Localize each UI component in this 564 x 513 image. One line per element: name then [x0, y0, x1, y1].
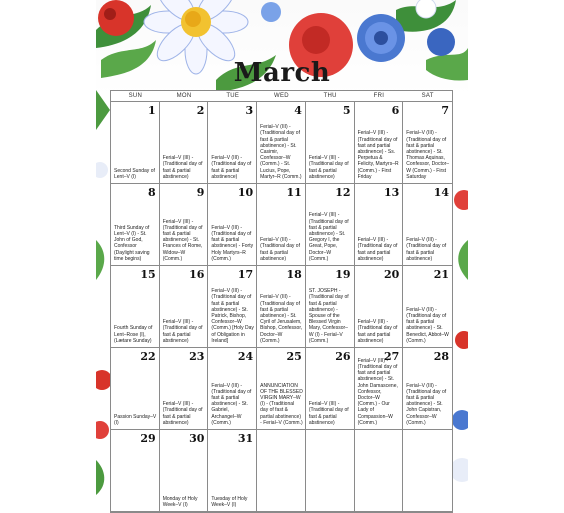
day-number: 31 [237, 432, 254, 445]
day-events: Ferial–V (III) - (Traditional day of fast & partial abstinence) - St. Gabriel, Archangel–W (Comm.) [211, 382, 252, 426]
day-number: 1 [148, 104, 156, 117]
day-cell[interactable] [111, 348, 160, 430]
day-events: Ferial–V (III) - (Traditional day of fast & partial abstinence) [260, 237, 300, 262]
day-number: 18 [286, 268, 302, 281]
day-cell[interactable] [306, 348, 355, 430]
day-cell[interactable] [355, 348, 404, 430]
day-number: 26 [335, 350, 351, 363]
day-events: Ferial–V (III) - (Traditional day of fast & partial abstinence) - St. Thomas Aquinas, Confessor, Doctor–W (Comm.) - First Saturday [406, 130, 450, 180]
day-events: Ferial–V (III) - (Traditional day of fast & partial abstinence) [308, 401, 349, 426]
day-cell[interactable] [160, 266, 209, 348]
day-events: Ferial–V (III) - (Traditional day of fast & partial abstinence) [162, 155, 203, 180]
day-number: 4 [294, 104, 302, 117]
day-cell[interactable] [403, 266, 452, 348]
day-events: Fourth Sunday of Lent–Rose (I), (Lӕtare Sunday) [114, 325, 153, 344]
day-events: Ferial–V (III) - (Traditional day of fast & partial abstinence) [162, 401, 203, 426]
day-cell[interactable] [111, 184, 160, 266]
day-number: 3 [245, 104, 254, 117]
day-number: 27 [383, 350, 400, 363]
day-number: 19 [335, 268, 351, 281]
day-events: Ferial–V (III) - (Traditional day of fast and partial abstinence) - St. John Damascene, Confessor, Doctor–W (Comm.) - Our Lady of Compassion–W (Comm.) [357, 357, 398, 426]
weekday-thu: THU [323, 93, 337, 99]
day-cell[interactable] [257, 430, 306, 512]
floral-border-right [452, 90, 468, 498]
day-cell[interactable] [208, 102, 257, 184]
day-number: 21 [433, 268, 449, 281]
day-number: 14 [433, 186, 449, 199]
day-events: Ferial–V (III) - (Traditional day of fast & partial abstinence) - St. Cyril of Jerusalem, Bishop, Confessor, Doctor–W (Comm.) [260, 294, 303, 344]
day-cell[interactable] [208, 184, 257, 266]
day-cell[interactable] [208, 266, 257, 348]
day-events: Ferial–V (III) - (Traditional day of fast & partial abstinence) [211, 155, 252, 180]
leaf-border-icon [96, 90, 110, 498]
day-number: 5 [342, 104, 351, 117]
day-number: 15 [140, 268, 156, 281]
day-cell[interactable] [355, 184, 404, 266]
day-events: Ferial–V (III) - (Traditional day of fast & partial abstinence) [162, 319, 203, 344]
day-number: 22 [140, 350, 156, 363]
day-cell[interactable] [111, 430, 160, 512]
day-cell[interactable] [355, 102, 404, 184]
day-cell[interactable] [160, 184, 209, 266]
day-number: 28 [433, 350, 449, 363]
day-events: Third Sunday of Lent–V (I) - St. John of God, Confessor (Daylight saving time begins) [114, 224, 150, 262]
month-title: March [233, 58, 331, 88]
day-cell[interactable] [160, 430, 209, 512]
day-events: Ferial–V (III) - (Traditional day of fast & partial abstinence) - St. Frances of Rome, Widow–W (Comm.) [162, 218, 203, 262]
day-events: Ferial–V (III) - (Traditional day of fast & partial abstinence) [406, 237, 447, 262]
day-events: ANNUNCIATION OF THE BLESSED VIRGIN MARY–W (I) - (Traditional day of fast & partial abstinence) - Ferial–V (Comm.) [260, 382, 303, 426]
day-events: Ferial–V (III) - (Traditional day of fast & partial abstinence) - Forty Holy Martyrs–R (Comm.) [211, 224, 254, 262]
day-number: 20 [383, 268, 400, 281]
day-events: Tuesday of Holy Week–V (I) [211, 495, 248, 508]
weekday-mon: MON [176, 93, 192, 99]
day-events: ST. JOSEPH - (Traditional day of fast & partial abstinence) - Spouse of the Blessed Virgin Mary, Confessor–W (I) - Ferial–V (Comm.) [308, 288, 349, 344]
day-events: Ferial–V (III) - (Traditional day of fast and partial abstinence) [357, 237, 398, 262]
weekday-header-row [111, 91, 452, 102]
day-events: Ferial–V (III) - (Traditional day of fast & partial abstinence) - St. Benedict, Abbot–W (Comm.) [406, 306, 449, 344]
day-number: 16 [189, 268, 205, 281]
calendar-grid [110, 90, 453, 513]
day-number: 23 [189, 350, 205, 363]
day-events: Monday of Holy Week–V (I) [162, 495, 198, 508]
day-events: Ferial–V (III) - (Traditional day of fast and partial abstinence) - Ss. Perpetua & Felicity, Martyrs–R (Comm.) - First Friday [357, 130, 399, 180]
day-grid [111, 102, 452, 512]
day-cell[interactable] [403, 184, 452, 266]
day-events: Ferial–V (III) - (Traditional day of fast & partial abstinence) - St. Gregory I, the Great, Pope, Doctor–W (Comm.) [308, 212, 349, 262]
day-cell[interactable] [355, 266, 404, 348]
day-number: 12 [335, 186, 351, 199]
day-events: Ferial–V (III) - (Traditional day of fast & partial abstinence) [308, 155, 349, 180]
day-number: 8 [148, 186, 156, 199]
day-cell[interactable] [257, 348, 306, 430]
weekday-fri: FRI [373, 93, 385, 99]
day-events: Ferial–V (III) - (Traditional day of fast & partial abstinence) - St. Patrick, Bishop, Confessor–W (Comm.) [Holy Day of Obligation in Ireland] [211, 288, 254, 344]
weekday-wed: WED [274, 93, 289, 99]
day-number: 9 [196, 186, 205, 199]
day-number: 13 [383, 186, 400, 199]
day-number: 10 [237, 186, 254, 199]
day-events: Ferial–V (III) - (Traditional day of fast & partial abstinence) - St. Casimir, Confessor–W (Comm.) - St. Lucius, Pope, Martyr–R (Comm.) [260, 124, 302, 180]
weekday-tue: TUE [226, 93, 240, 99]
day-events: Ferial–V (III) - (Traditional day of fast & partial abstinence) - St. John Capistran, Confessor–W (Comm.) [406, 382, 447, 426]
day-cell[interactable] [306, 102, 355, 184]
day-cell[interactable] [160, 348, 209, 430]
day-cell[interactable] [111, 102, 160, 184]
day-cell[interactable] [403, 430, 452, 512]
day-number: 11 [286, 186, 302, 199]
page-margin-right [468, 0, 564, 498]
flower-border-icon [452, 90, 468, 498]
day-number: 7 [441, 104, 449, 117]
day-cell[interactable] [403, 102, 452, 184]
floral-border-left [96, 90, 110, 498]
page-margin-left [0, 0, 96, 498]
day-number: 25 [286, 350, 302, 363]
day-cell[interactable] [160, 102, 209, 184]
day-cell[interactable] [257, 266, 306, 348]
day-number: 24 [237, 350, 254, 363]
day-number: 2 [196, 104, 205, 117]
day-cell[interactable] [257, 102, 306, 184]
day-cell[interactable] [355, 430, 404, 512]
day-events: Passion Sunday–V (I) [114, 413, 157, 426]
day-cell[interactable] [208, 430, 257, 512]
day-number: 17 [237, 268, 254, 281]
day-cell[interactable] [257, 184, 306, 266]
day-cell[interactable] [208, 348, 257, 430]
day-cell[interactable] [306, 430, 355, 512]
day-number: 6 [391, 104, 400, 117]
weekday-sun: SUN [128, 93, 143, 99]
day-number: 30 [189, 432, 205, 445]
day-events: Second Sunday of Lent–V (I) [114, 167, 155, 180]
day-cell[interactable] [306, 266, 355, 348]
day-number: 29 [140, 432, 156, 445]
day-cell[interactable] [111, 266, 160, 348]
day-cell[interactable] [403, 348, 452, 430]
day-events: Ferial–V (III) - (Traditional day of fast and partial abstinence) [357, 319, 398, 344]
day-cell[interactable] [306, 184, 355, 266]
weekday-sat: SAT [421, 93, 434, 99]
